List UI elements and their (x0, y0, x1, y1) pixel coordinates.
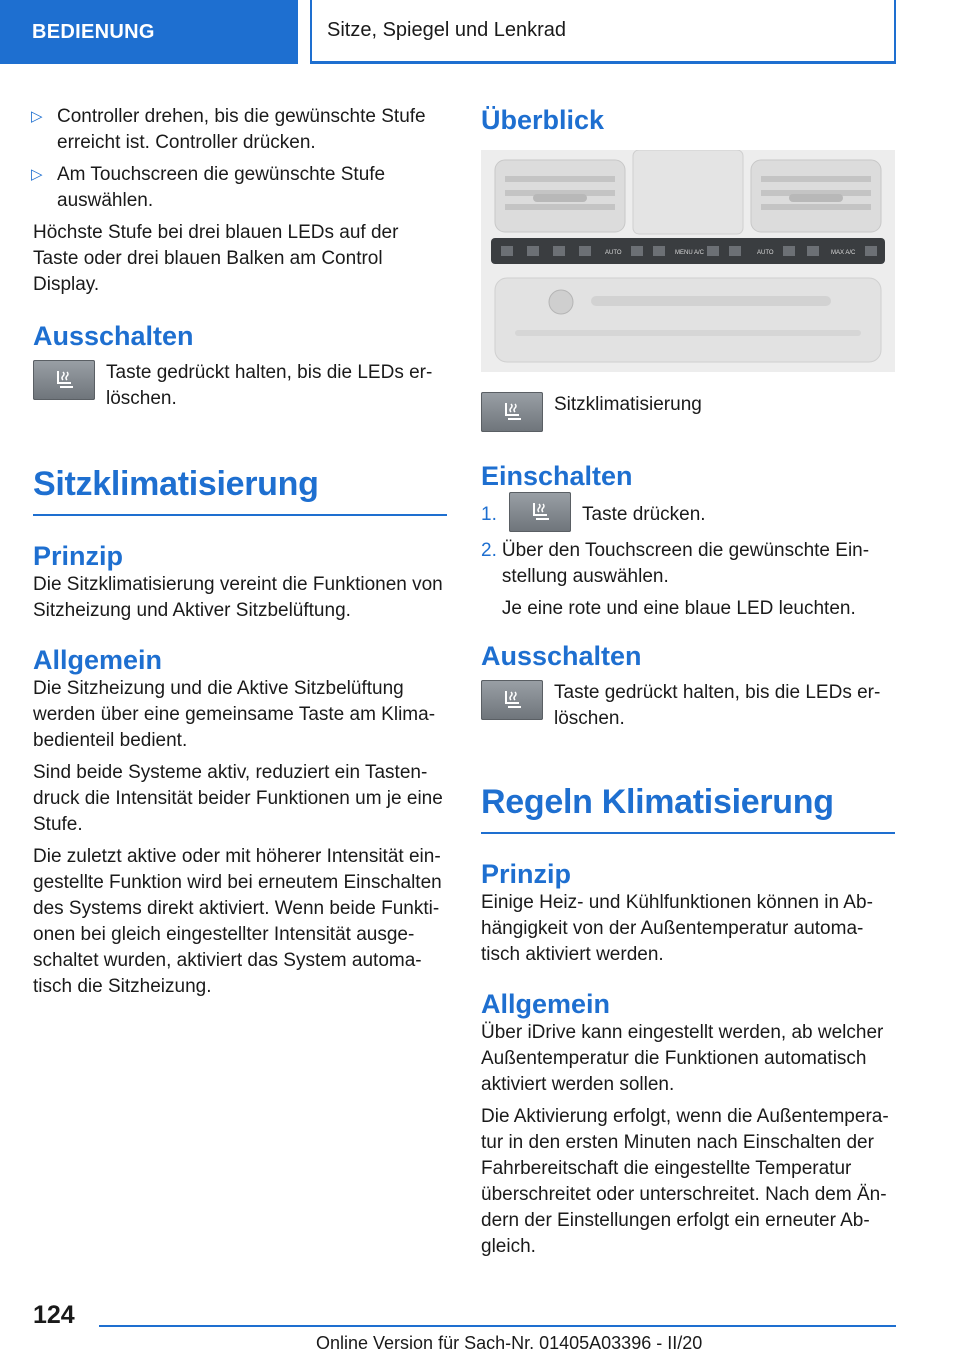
climate-panel-figure (481, 150, 895, 372)
heading-ueberblick: Überblick (481, 105, 605, 135)
principle-text: Einige Heiz- und Kühlfunktionen können in Abhängigkeit von der Außentemperatur automatisch aktiviert werden. (481, 892, 873, 965)
panel-label-auto-right: AUTO (757, 250, 774, 256)
off-text: Taste gedrückt halten, bis die LEDs erlöschen. (106, 362, 433, 409)
heading-ausschalten: Ausschalten (33, 321, 194, 351)
seat-climate-button-image (481, 392, 543, 432)
general-paragraph: Die Sitzheizung und die Aktive Sitzbelüftung werden über eine gemeinsame Taste am Klimabedienteil bedient. (33, 678, 436, 751)
bullet-text: Controller drehen, bis die gewünschte Stufe erreicht ist. Controller drücken. (57, 106, 426, 153)
general-paragraph: Die Aktivierung erfolgt, wenn die Außentemperatur in den ersten Minuten nach Einschalten der Fahrbereitschaft die eingestellte Temperatur überschreitet oder unterschreitet. Nach dem Ändern der Einstellungen erfolgt ein erneuter Abgleich. (481, 1106, 889, 1257)
list-item (481, 502, 895, 532)
panel-label-menu-ac: MENU A/C (675, 250, 705, 256)
heading-einschalten: Einschalten (481, 461, 633, 491)
page-number: 124 (33, 1301, 75, 1329)
step-text: Über den Touchscreen die gewünschte Einstellung auswählen. (501, 540, 870, 587)
step-subtext: Je eine rote und eine blaue LED leuchten. (501, 598, 856, 619)
heading-ausschalten-right: Ausschalten (481, 641, 642, 671)
left-column (33, 104, 447, 1000)
general-paragraph: Die zuletzt aktive oder mit höherer Intensität eingestellte Funktion wird bei erneutem Einschalten des Systems direkt aktiviert. Wenn beide Funktionen bei gleich eingestellter Intensität ausgeschaltet wurden, aktiviert das System automatisch die Sitzheizung. (33, 846, 442, 997)
footer-online-version: Online Version für Sach-Nr. 01405A03396 - II/20 (316, 1333, 703, 1353)
seat-climate-icon (509, 492, 571, 532)
step-text: Taste drücken. (582, 504, 706, 525)
panel-label-auto-left: AUTO (605, 250, 622, 256)
heading-allgemein: Allgemein (33, 645, 163, 675)
seat-climate-icon (481, 392, 543, 432)
general-paragraph: Sind beide Systeme aktiv, reduziert ein Tastendruck die Intensität beider Funktionen um je eine Stufe. (33, 762, 443, 835)
heading-allgemein-right: Allgemein (481, 989, 611, 1019)
right-column (481, 104, 895, 1260)
seat-climate-icon (481, 680, 543, 720)
list-item (0, 162, 447, 214)
off-instruction (33, 360, 447, 412)
footer-divider (99, 1325, 896, 1327)
seat-climate-icon (33, 360, 95, 400)
section-title-sitzklimatisierung: Sitzklimatisierung (33, 464, 447, 516)
seat-climate-button-image (481, 680, 543, 720)
general-paragraph: Über iDrive kann eingestellt werden, ab welcher Außentemperatur die Funktionen automatisch aktiviert werden sollen. (481, 1022, 884, 1095)
header-section-label: BEDIENUNG (0, 0, 298, 64)
triangle-right-icon: ▷ (31, 108, 43, 125)
heading-prinzip-right: Prinzip (481, 859, 572, 889)
off-instruction-right (481, 680, 895, 732)
seat-climate-button-image (33, 360, 95, 400)
list-item (481, 538, 895, 622)
max-level-note: Höchste Stufe bei drei blauen LEDs auf der Taste oder drei blauen Balken am Control Display. (33, 222, 399, 295)
principle-text: Die Sitzklimatisierung vereint die Funktionen von Sitzheizung und Aktiver Sitzbelüftung. (33, 574, 443, 621)
heading-prinzip: Prinzip (33, 541, 124, 571)
icon-caption: Sitzklimatisierung (554, 394, 702, 415)
header-chapter-title: Sitze, Spiegel und Lenkrad (310, 0, 896, 64)
section-title-regeln-klimatisierung: Regeln Klimatisierung (481, 782, 895, 834)
step-number: 1. (481, 504, 497, 525)
list-item (0, 104, 447, 156)
seat-climate-button-image (509, 492, 571, 532)
step-number: 2. (481, 540, 497, 561)
bullet-text: Am Touchscreen die gewünschte Stufe auswählen. (57, 164, 386, 211)
panel-label-max-ac: MAX A/C (831, 250, 856, 256)
off-text: Taste gedrückt halten, bis die LEDs erlöschen. (554, 682, 881, 729)
icon-caption-row (481, 392, 895, 432)
triangle-right-icon: ▷ (31, 166, 43, 183)
